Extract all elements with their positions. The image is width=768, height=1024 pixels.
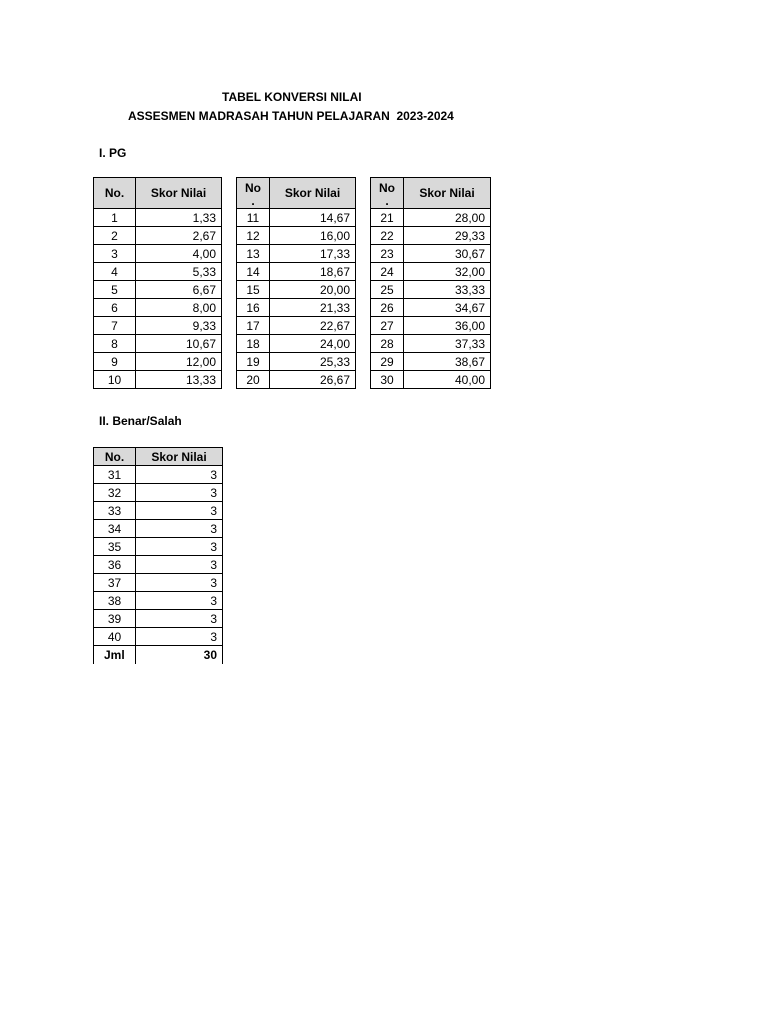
table-row: [237, 317, 356, 335]
benar-salah-table: [93, 447, 223, 664]
score-value: 9,33: [136, 317, 222, 335]
question-number: 16: [237, 299, 270, 317]
table-row: [94, 209, 222, 227]
score-value: 25,33: [270, 353, 356, 371]
question-number: 5: [94, 281, 136, 299]
score-value: 36,00: [404, 317, 491, 335]
question-number: 2: [94, 227, 136, 245]
score-value: 37,33: [404, 335, 491, 353]
score-value: 13,33: [136, 371, 222, 389]
question-number: 21: [371, 209, 404, 227]
score-value: 22,67: [270, 317, 356, 335]
score-value: 3: [136, 502, 223, 520]
score-value: 12,00: [136, 353, 222, 371]
table-row: [237, 245, 356, 263]
header-no-text: No: [379, 181, 395, 195]
score-value: 3: [136, 610, 223, 628]
table-row: [94, 371, 222, 389]
question-number: 30: [371, 371, 404, 389]
question-number: 9: [94, 353, 136, 371]
score-value: 17,33: [270, 245, 356, 263]
question-number: 40: [94, 628, 136, 646]
table-row: [237, 209, 356, 227]
table-row: [371, 353, 491, 371]
score-value: 20,00: [270, 281, 356, 299]
question-number: 29: [371, 353, 404, 371]
table-row: [94, 299, 222, 317]
table-row: [94, 353, 222, 371]
score-value: 3: [136, 574, 223, 592]
question-number: 34: [94, 520, 136, 538]
score-value: 4,00: [136, 245, 222, 263]
pg-table-3: [370, 177, 491, 389]
question-number: 10: [94, 371, 136, 389]
column-header-skor: Skor Nilai: [136, 178, 222, 209]
score-value: 3: [136, 592, 223, 610]
column-header-skor: Skor Nilai: [270, 178, 356, 209]
score-value: 40,00: [404, 371, 491, 389]
column-header-skor: Skor Nilai: [404, 178, 491, 209]
question-number: 28: [371, 335, 404, 353]
table-row: [371, 317, 491, 335]
score-value: 3: [136, 484, 223, 502]
score-value: 26,67: [270, 371, 356, 389]
score-value: 6,67: [136, 281, 222, 299]
question-number: 14: [237, 263, 270, 281]
question-number: 1: [94, 209, 136, 227]
table-row: [237, 227, 356, 245]
question-number: 23: [371, 245, 404, 263]
pg-table-2: [236, 177, 356, 389]
table-row: [371, 245, 491, 263]
table-row: [371, 209, 491, 227]
table-row: [237, 353, 356, 371]
score-value: 3: [136, 466, 223, 484]
score-value: 28,00: [404, 209, 491, 227]
question-number: 27: [371, 317, 404, 335]
column-header-no: No.: [94, 178, 136, 209]
total-row: [94, 646, 223, 664]
score-value: 3: [136, 628, 223, 646]
question-number: 3: [94, 245, 136, 263]
question-number: 25: [371, 281, 404, 299]
question-number: 19: [237, 353, 270, 371]
score-value: 33,33: [404, 281, 491, 299]
table-row: [371, 281, 491, 299]
score-value: 3: [136, 556, 223, 574]
question-number: 8: [94, 335, 136, 353]
question-number: 6: [94, 299, 136, 317]
score-value: 32,00: [404, 263, 491, 281]
score-value: 2,67: [136, 227, 222, 245]
pg-table-1: [93, 177, 222, 389]
question-number: 33: [94, 502, 136, 520]
column-header-no: [237, 178, 270, 209]
table-row: [237, 335, 356, 353]
table-row: [237, 299, 356, 317]
question-number: 36: [94, 556, 136, 574]
table-row: [94, 317, 222, 335]
header-no-text: No: [245, 181, 261, 195]
table-row: [371, 263, 491, 281]
question-number: 7: [94, 317, 136, 335]
question-number: 31: [94, 466, 136, 484]
score-value: 8,00: [136, 299, 222, 317]
score-value: 3: [136, 538, 223, 556]
score-value: 10,67: [136, 335, 222, 353]
score-value: 3: [136, 520, 223, 538]
table-row: [94, 227, 222, 245]
score-value: 5,33: [136, 263, 222, 281]
table-row: [94, 628, 223, 646]
question-number: 24: [371, 263, 404, 281]
score-value: 1,33: [136, 209, 222, 227]
table-row: [237, 281, 356, 299]
question-number: 20: [237, 371, 270, 389]
table-row: [371, 227, 491, 245]
question-number: 22: [371, 227, 404, 245]
table-row: [94, 538, 223, 556]
score-value: 21,33: [270, 299, 356, 317]
score-value: 14,67: [270, 209, 356, 227]
question-number: 15: [237, 281, 270, 299]
document-subtitle: ASSESMEN MADRASAH TAHUN PELAJARAN 2023-2024: [128, 109, 454, 123]
total-label: Jml: [94, 646, 136, 664]
table-row: [237, 263, 356, 281]
table-row: [94, 466, 223, 484]
column-header-skor: Skor Nilai: [136, 448, 223, 466]
total-value: 30: [136, 646, 223, 664]
table-row: [94, 263, 222, 281]
question-number: 13: [237, 245, 270, 263]
column-header-no: [371, 178, 404, 209]
table-row: [94, 574, 223, 592]
table-row: [94, 502, 223, 520]
question-number: 32: [94, 484, 136, 502]
table-row: [237, 371, 356, 389]
question-number: 35: [94, 538, 136, 556]
header-no-dot: .: [251, 194, 255, 208]
score-value: 30,67: [404, 245, 491, 263]
table-row: [371, 371, 491, 389]
score-value: 29,33: [404, 227, 491, 245]
question-number: 12: [237, 227, 270, 245]
question-number: 37: [94, 574, 136, 592]
table-row: [371, 299, 491, 317]
table-row: [94, 484, 223, 502]
table-row: [94, 335, 222, 353]
question-number: 11: [237, 209, 270, 227]
question-number: 18: [237, 335, 270, 353]
question-number: 4: [94, 263, 136, 281]
table-row: [371, 335, 491, 353]
table-row: [94, 592, 223, 610]
section-heading-benar-salah: II. Benar/Salah: [99, 414, 182, 428]
score-value: 24,00: [270, 335, 356, 353]
table-row: [94, 556, 223, 574]
question-number: 17: [237, 317, 270, 335]
table-row: [94, 245, 222, 263]
score-value: 16,00: [270, 227, 356, 245]
section-heading-pg: I. PG: [99, 146, 127, 160]
table-row: [94, 520, 223, 538]
score-value: 38,67: [404, 353, 491, 371]
document-title: TABEL KONVERSI NILAI: [222, 90, 362, 104]
table-row: [94, 281, 222, 299]
question-number: 26: [371, 299, 404, 317]
table-row: [94, 610, 223, 628]
question-number: 38: [94, 592, 136, 610]
score-value: 34,67: [404, 299, 491, 317]
question-number: 39: [94, 610, 136, 628]
header-no-dot: .: [385, 194, 389, 208]
score-value: 18,67: [270, 263, 356, 281]
column-header-no: No.: [94, 448, 136, 466]
